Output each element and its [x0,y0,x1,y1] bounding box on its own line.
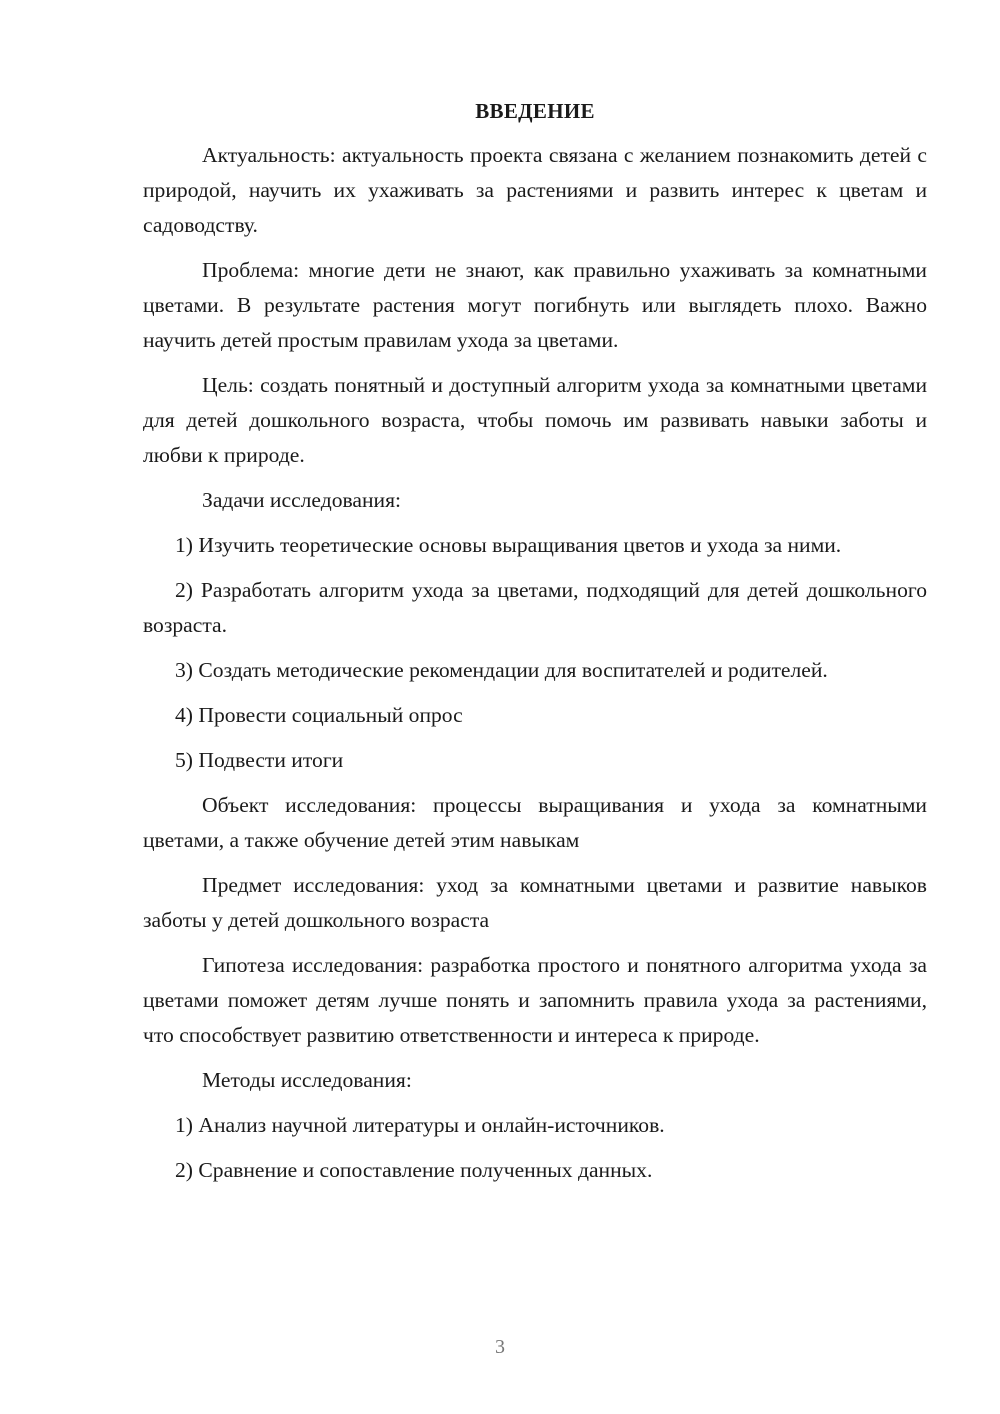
paragraph-methods-heading: Методы исследования: [202,1068,412,1092]
method-item-2: 2) Сравнение и сопоставление полученных данных. [175,1158,653,1182]
paragraph-hypothesis: Гипотеза исследования: разработка простого и понятного алгоритма ухода за цветами поможет детям лучше понять и запомнить правила ухода за растениями, что способствует развитию ответственности и интереса к природе. [143,953,927,1047]
paragraph-problem: Проблема: многие дети не знают, как правильно ухаживать за комнатными цветами. В результате растения могут погибнуть или выглядеть плохо. Важно научить детей простым правилам ухода за цветами. [143,258,927,352]
paragraph-goal: Цель: создать понятный и доступный алгоритм ухода за комнатными цветами для детей дошкольного возраста, чтобы помочь им развивать навыки заботы и любви к природе. [143,373,927,467]
task-item-1: 1) Изучить теоретические основы выращивания цветов и ухода за ними. [175,533,842,557]
paragraph-subject: Предмет исследования: уход за комнатными цветами и развитие навыков заботы у детей дошкольного возраста [143,873,927,932]
task-item-5: 5) Подвести итоги [175,748,344,772]
task-item-2: 2) Разработать алгоритм ухода за цветами, подходящий для детей дошкольного возраста. [143,578,927,637]
paragraph-tasks-heading: Задачи исследования: [202,488,402,512]
page-title: ВВЕДЕНИЕ [475,99,595,123]
page-number: 3 [495,1336,505,1358]
method-item-1: 1) Анализ научной литературы и онлайн-источников. [175,1113,665,1137]
page-content [143,95,927,1198]
task-item-3: 3) Создать методические рекомендации для воспитателей и родителей. [175,658,828,682]
task-item-4: 4) Провести социальный опрос [175,703,463,727]
paragraph-relevance: Актуальность: актуальность проекта связана с желанием познакомить детей с природой, научить их ухаживать за растениями и развить интерес к цветам и садоводству. [143,143,927,237]
paragraph-object: Объект исследования: процессы выращивания и ухода за комнатными цветами, а также обучение детей этим навыкам [143,793,927,852]
